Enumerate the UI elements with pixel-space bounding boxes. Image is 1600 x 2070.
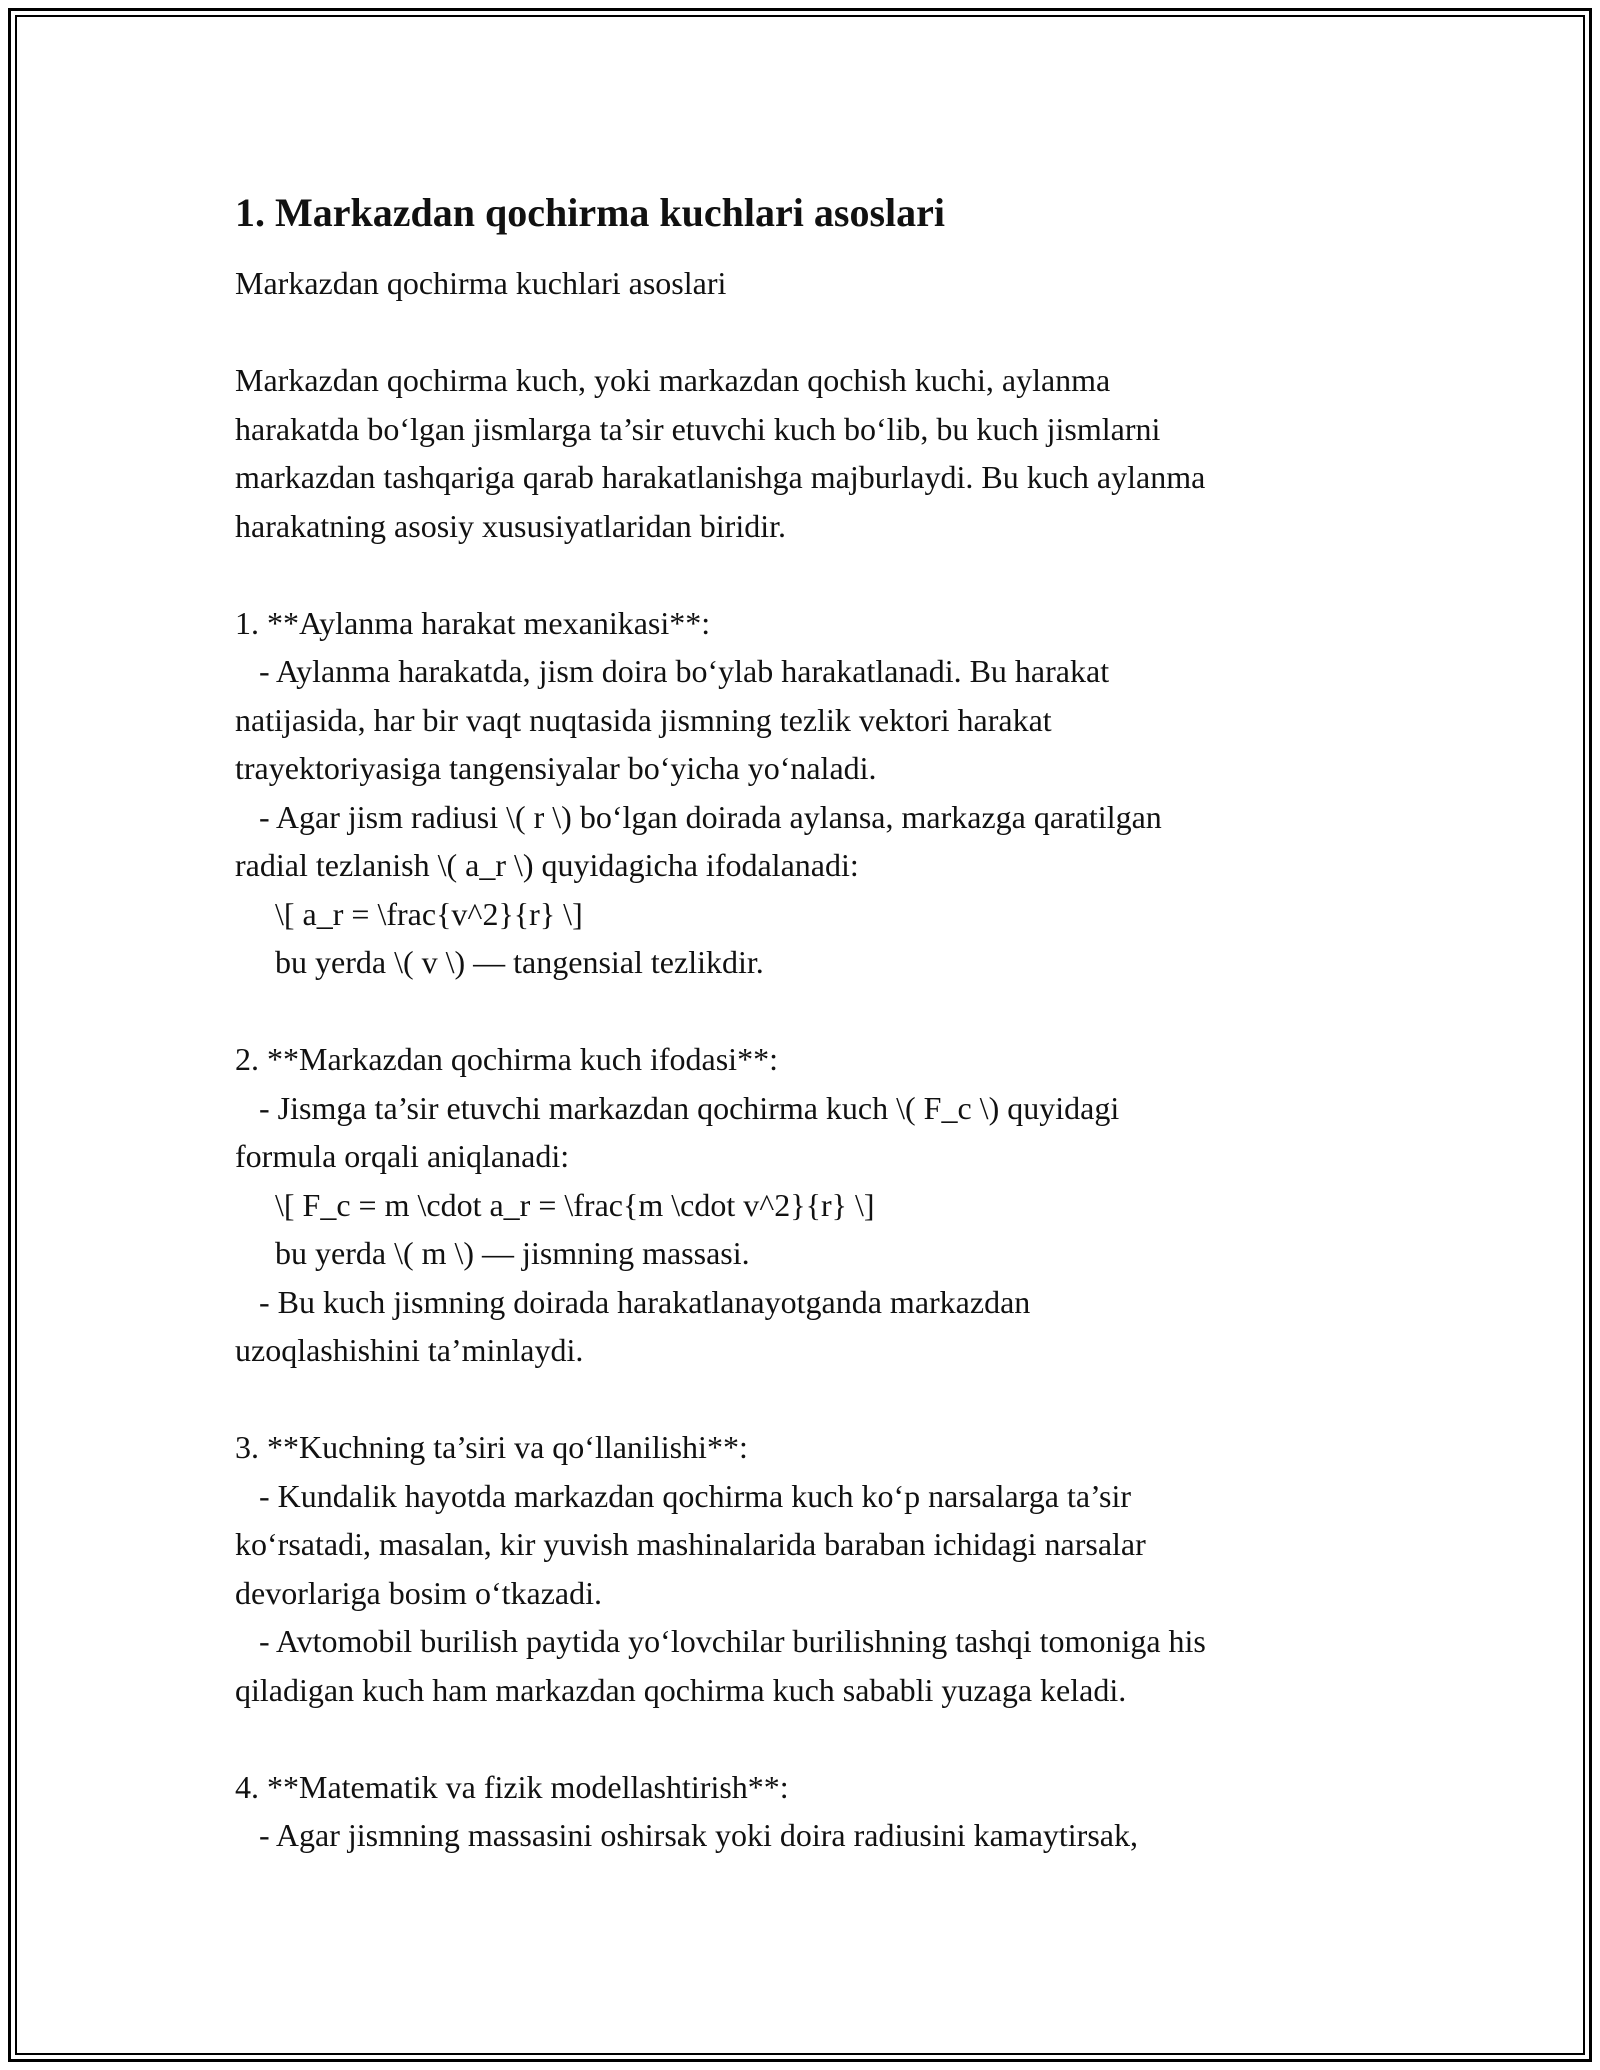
paragraph-gap (235, 1714, 1375, 1763)
paragraph-gap (235, 1375, 1375, 1424)
section-4-paragraph: 4. **Matematik va fizik modellashtirish**: - Agar jismning massasini oshirsak yoki doira radiusini kamaytirsak, (235, 1768, 1138, 1853)
subtitle-line: Markazdan qochirma kuchlari asoslari (235, 265, 727, 301)
document-body (235, 185, 1375, 1860)
section-3-paragraph: 3. **Kuchning ta’siri va qo‘llanilishi**: - Kundalik hayotda markazdan qochirma kuch ko‘p narsalarga ta’sir ko‘rsatadi, masalan, kir yuvish mashinalarida baraban ichidagi narsalar devorlariga bosim o‘tkazadi. - Avtomobil burilish paytida yo‘lovchilar burilishning tashqi tomoniga his qiladigan kuch ham markazdan qochirma kuch sababli yuzaga keladi. (235, 1429, 1206, 1708)
paragraph-gap (235, 987, 1375, 1036)
intro-paragraph: Markazdan qochirma kuch, yoki markazdan qochish kuchi, aylanma harakatda bo‘lgan jismlarga ta’sir etuvchi kuch bo‘lib, bu kuch jismlarni markazdan tashqariga qarab harakatlanishga majburlaydi. Bu kuch aylanma harakatning asosiy xususiyatlaridan biridir. (235, 362, 1206, 544)
section-1-paragraph: 1. **Aylanma harakat mexanikasi**: - Aylanma harakatda, jism doira bo‘ylab harakatlanadi. Bu harakat natijasida, har bir vaqt nuqtasida jismning tezlik vektori harakat trayektoriyasiga tangensiyalar bo‘yicha yo‘naladi. - Agar jism radiusi \( r \) bo‘lgan doirada aylansa, markazga qaratilgan radial tezlanish \( a_r \) quyidagicha ifodalanadi: \[ a_r = \frac{v^2}{r} \] bu yerda \( v \) — tangensial tezlikdir. (235, 604, 1162, 980)
section-2-paragraph: 2. **Markazdan qochirma kuch ifodasi**: - Jismga ta’sir etuvchi markazdan qochirma kuch \( F_c \) quyidagi formula orqali aniqlanadi: \[ F_c = m \cdot a_r = \frac{m \cdot v^2}{r} \] bu yerda \( m \) — jismning massasi. - Bu kuch jismning doirada harakatlanayotganda markazdan uzoqlashishini ta’minlaydi. (235, 1041, 1120, 1368)
section-heading: 1. Markazdan qochirma kuchlari asoslari (235, 190, 946, 235)
paragraph-gap (235, 308, 1375, 357)
paragraph-gap (235, 550, 1375, 599)
